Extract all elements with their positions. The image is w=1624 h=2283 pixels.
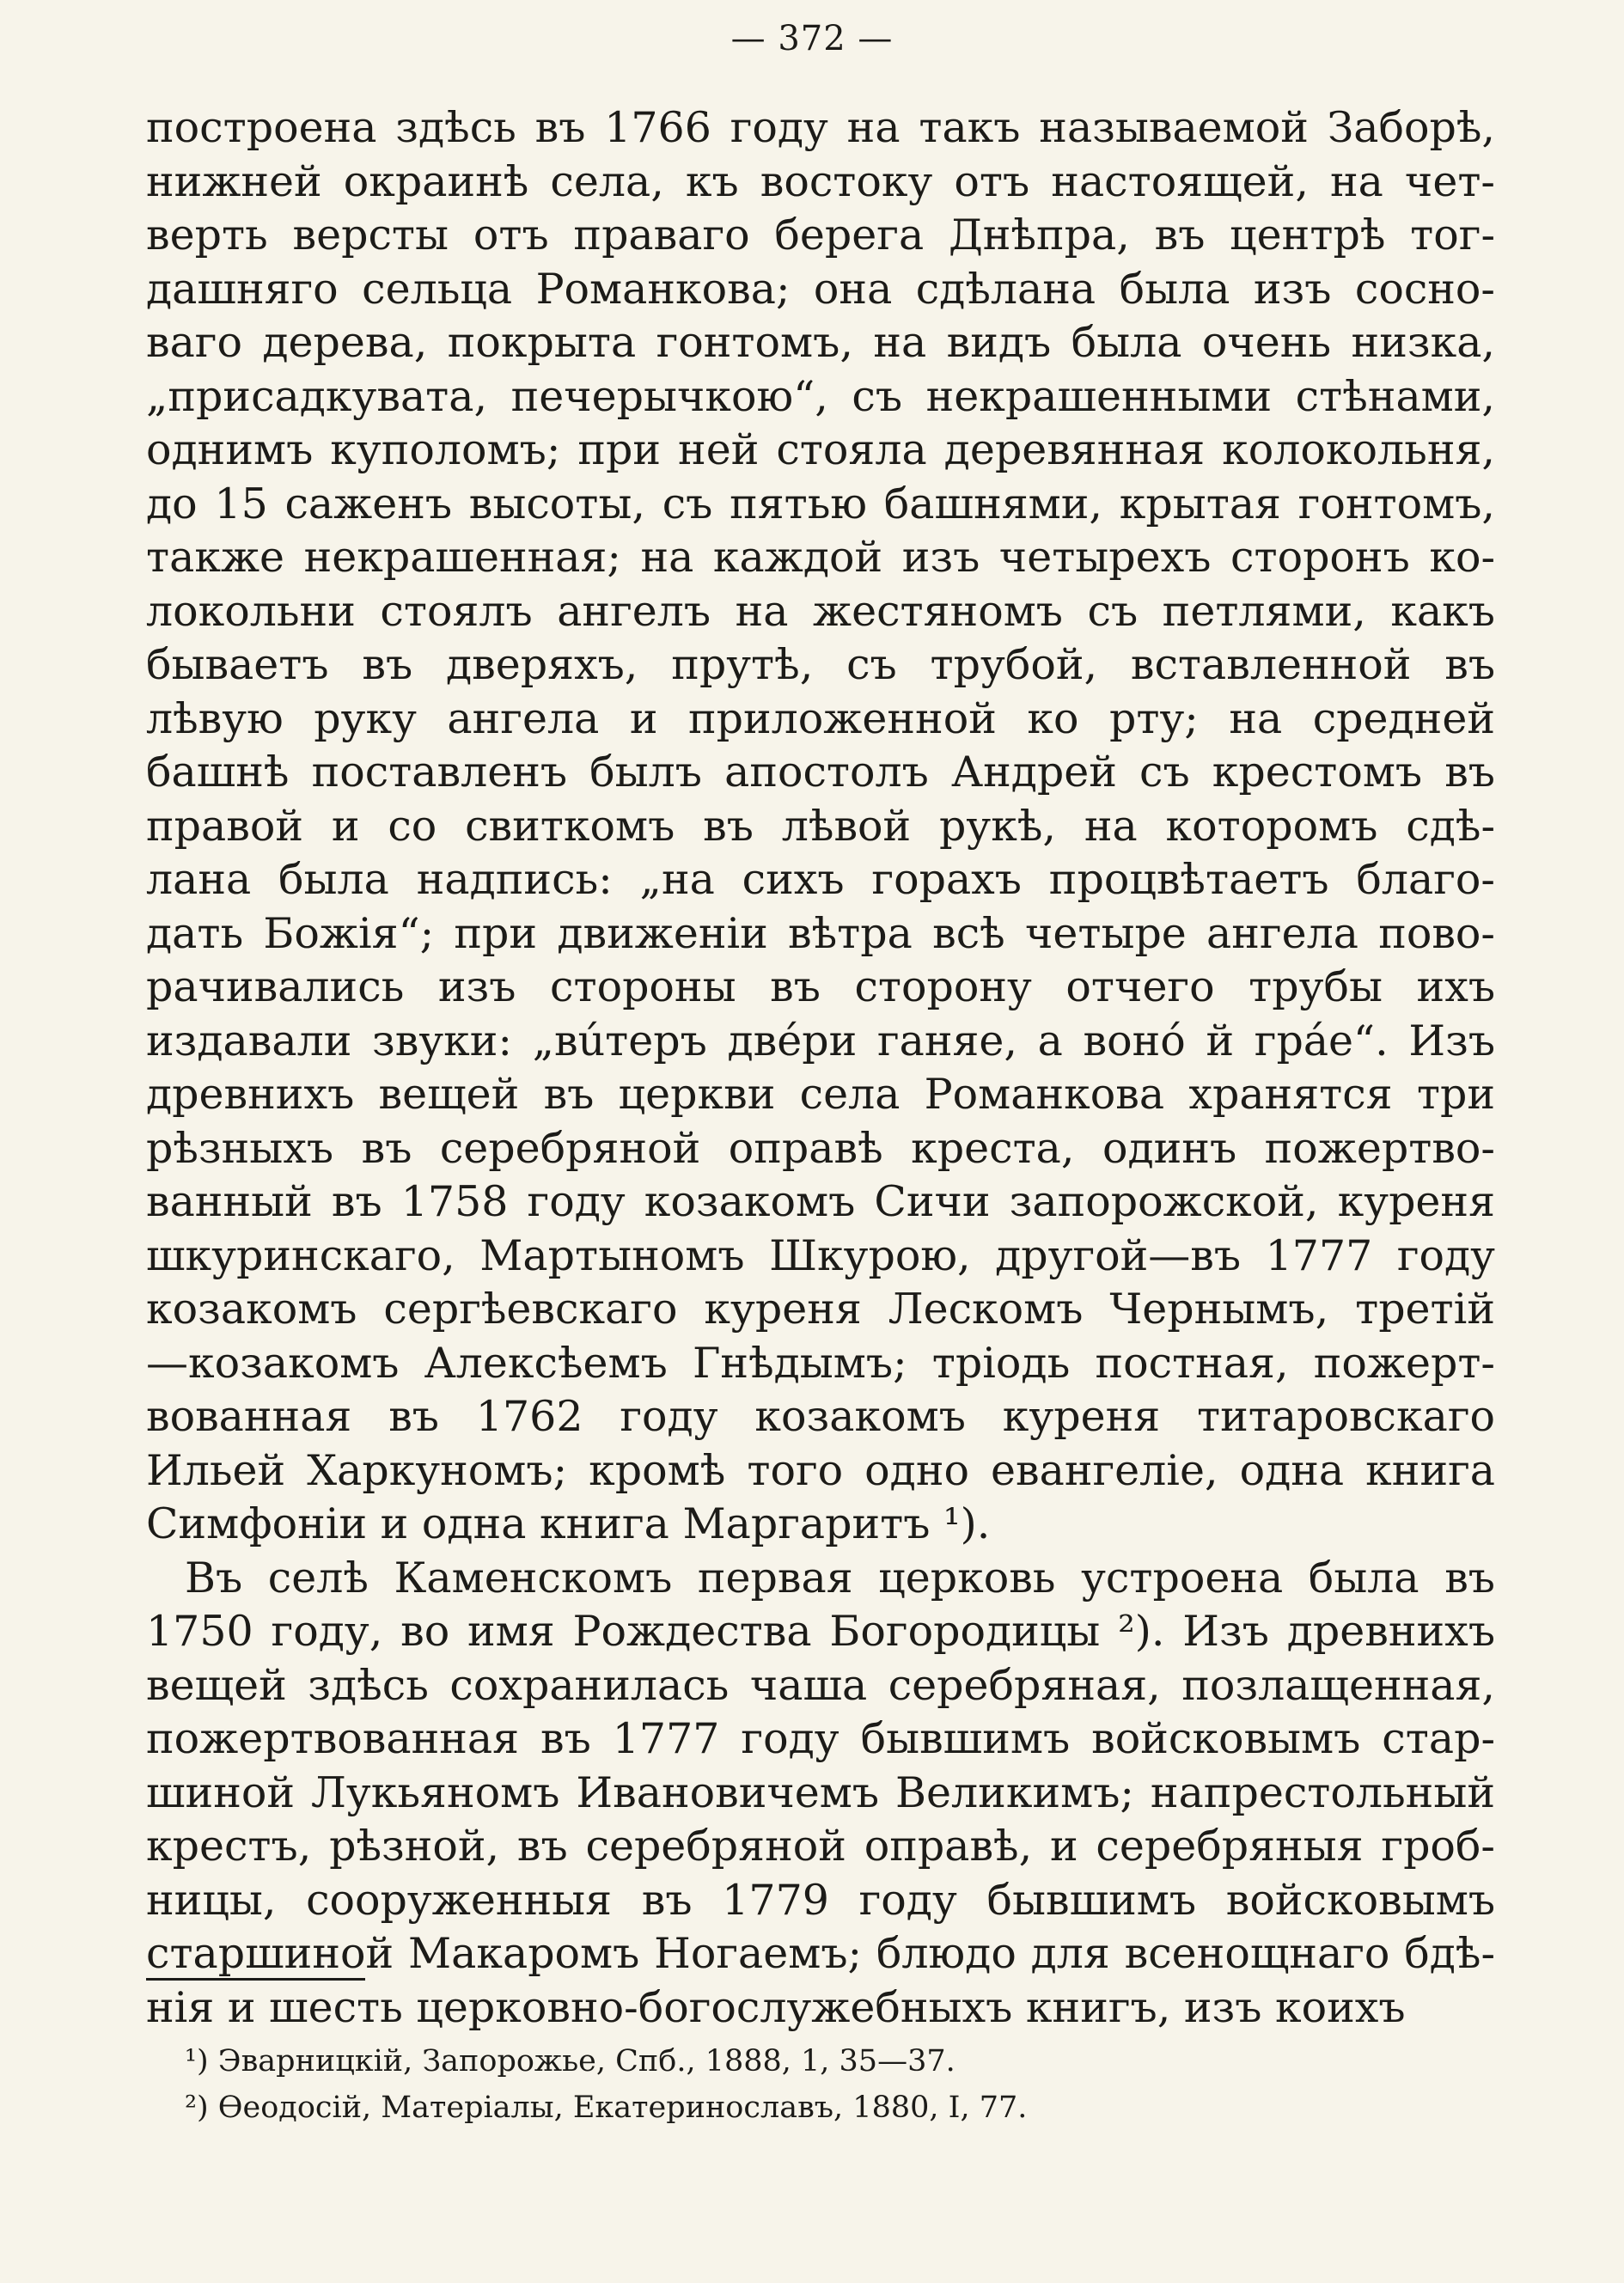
text-line: козакомъ сергѣевскаго куреня Лескомъ Чернымъ, третій (146, 1285, 1495, 1334)
text-line: дать Божія“; при движеніи вѣтра всѣ четыре ангела пово- (146, 908, 1495, 958)
text-line: ваго дерева, покрыта гонтомъ, на видъ была очень низка, (146, 318, 1495, 367)
text-line: шкуринскаго, Мартыномъ Шкурою, другой—въ 1777 году (146, 1230, 1495, 1280)
text-line: бываетъ въ дверяхъ, прутѣ, съ трубой, вставленной въ (146, 640, 1495, 689)
text-line: локольни стоялъ ангелъ на жестяномъ съ петлями, какъ (146, 586, 1495, 636)
text-line: шиной Лукьяномъ Ивановичемъ Великимъ; напрестольный (146, 1767, 1495, 1817)
text-line: лѣвую руку ангела и приложенной ко рту; на средней (146, 693, 1495, 743)
footnotes (185, 2038, 1027, 2131)
text-line: однимъ куполомъ; при ней стояла деревянная колокольня, (146, 425, 1495, 474)
text-line: верть версты отъ праваго берега Днѣпра, въ центрѣ тог- (146, 211, 1495, 259)
text-line: пожертвованная въ 1777 году бывшимъ войсковымъ стар- (146, 1714, 1495, 1763)
text-line: нижней окраинѣ села, къ востоку отъ настоящей, на чет- (146, 156, 1495, 206)
text-line: правой и со свиткомъ въ лѣвой рукѣ, на которомъ сдѣ- (146, 801, 1495, 851)
text-line: 1750 году, во имя Рождества Богородицы ²). Изъ древнихъ (146, 1607, 1495, 1656)
text-line: башнѣ поставленъ былъ апостолъ Андрей съ крестомъ въ (146, 748, 1495, 797)
text-line: дашняго сельца Романкова; она сдѣлана была изъ сосно- (146, 264, 1495, 314)
text-line: крестъ, рѣзной, въ серебряной оправѣ, и серебряныя гроб- (146, 1822, 1495, 1871)
text-line: нія и шесть церковно-богослужебныхъ книгъ, изъ коихъ (146, 1982, 1406, 2032)
text-line: лана была надпись: „на сихъ горахъ процвѣтаетъ благо- (146, 855, 1495, 904)
text-line: издавали звуки: „вúтеръ двéри ганяе, а вонó й грáе“. Изъ (146, 1016, 1495, 1065)
main-text (146, 101, 1495, 2035)
text-line: до 15 саженъ высоты, съ пятью башнями, крытая гонтомъ, (146, 479, 1495, 528)
text-line: „присадкувата, печерычкою“, съ некрашенными стѣнами, (146, 371, 1495, 421)
text-line: Въ селѣ Каменскомъ первая церковь устроена была въ (185, 1553, 1495, 1602)
page-number: — 372 — (730, 19, 894, 58)
text-line: рѣзныхъ въ серебряной оправѣ креста, одинъ пожертво- (146, 1123, 1495, 1173)
text-line: также некрашенная; на каждой изъ четырехъ сторонъ ко- (146, 533, 1495, 582)
text-line: —козакомъ Алексѣемъ Гнѣдымъ; тріодь постная, пожерт- (146, 1338, 1495, 1388)
text-line: ванный въ 1758 году козакомъ Сичи запорожской, куреня (146, 1177, 1495, 1226)
text-line: рачивались изъ стороны въ сторону отчего трубы ихъ (146, 962, 1495, 1011)
footnote-2: ²) Өеодосій, Матеріалы, Екатеринославъ, 1880, I, 77. (185, 2091, 1028, 2125)
text-line: вованная въ 1762 году козакомъ куреня титаровскаго (146, 1392, 1495, 1441)
footnote-1: ¹) Эварницкій, Запорожье, Спб., 1888, 1, 35—37. (185, 2044, 955, 2079)
text-line: древнихъ вещей въ церкви села Романкова хранятся три (146, 1070, 1495, 1119)
text-line: старшиной Макаромъ Ногаемъ; блюдо для всенощнаго бдѣ- (146, 1929, 1495, 1978)
text-line: построена здѣсь въ 1766 году на такъ называемой Заборѣ, (146, 103, 1495, 152)
text-line: ницы, сооруженныя въ 1779 году бывшимъ войсковымъ (146, 1875, 1495, 1925)
text-line: Симфоніи и одна книга Маргаритъ ¹). (146, 1499, 991, 1548)
footnote-separator (146, 1978, 365, 1981)
text-line: вещей здѣсь сохранилась чаша серебряная, позлащенная, (146, 1660, 1495, 1710)
text-line: Ильей Харкуномъ; кромѣ того одно евангеліе, одна книга (146, 1445, 1495, 1495)
